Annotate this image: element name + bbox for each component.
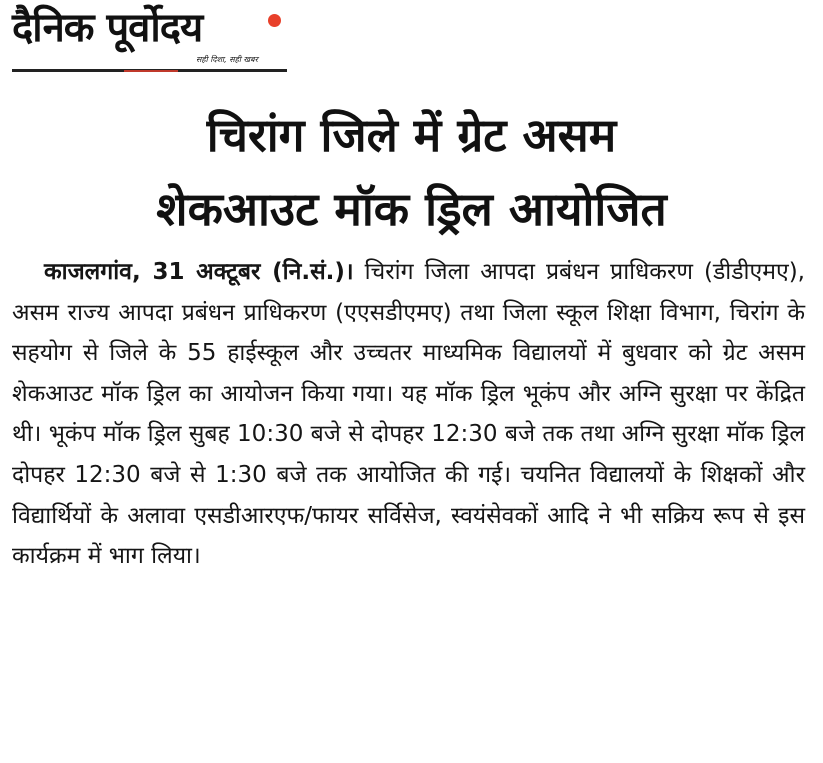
headline-line-2: शेकआउट मॉक ड्रिल आयोजित (156, 182, 667, 236)
headline-line-1: चिरांग जिले में ग्रेट असम (206, 108, 617, 162)
article-body-text: चिरांग जिला आपदा प्रबंधन प्राधिकरण (डीडीएमए), असम राज्य आपदा प्रबंधन प्राधिकरण (एएसडीएमए) तथा जिला स्कूल शिक्षा विभाग, चिरांग के सहयोग से जिले के 55 हाईस्कूल और उच्चतर माध्यमिक विद्यालयों में बुधवार को ग्रेट असम शेकआउट मॉक ड्रिल का आयोजन किया गया। यह मॉक ड्रिल भूकंप और अग्नि सुरक्षा पर केंद्रित थी। भूकंप मॉक ड्रिल सुबह 10:30 बजे से दोपहर 12:30 बजे तक तथा अग्नि सुरक्षा मॉक ड्रिल दोपहर 12:30 बजे से 1:30 बजे तक आयोजित की गई। चयनित विद्यालयों के शिक्षकों और विद्यार्थियों के अलावा एसडीआरएफ/फायर सर्विसेज, स्वयंसेवकों आदि ने भी सक्रिय रूप से इस कार्यक्रम में भाग लिया। (12, 259, 805, 570)
masthead (12, 4, 287, 72)
article-dateline: काजलगांव, 31 अक्टूबर (नि.सं.)। (44, 259, 354, 285)
newspaper-logo: दैनिक पूर्वोदय (12, 5, 203, 51)
article-body (12, 252, 805, 577)
article-headline (0, 98, 823, 246)
logo-dot-icon (268, 14, 281, 27)
newspaper-tagline: सही दिशा, सही खबर (196, 55, 258, 64)
masthead-red-mark (124, 70, 178, 72)
